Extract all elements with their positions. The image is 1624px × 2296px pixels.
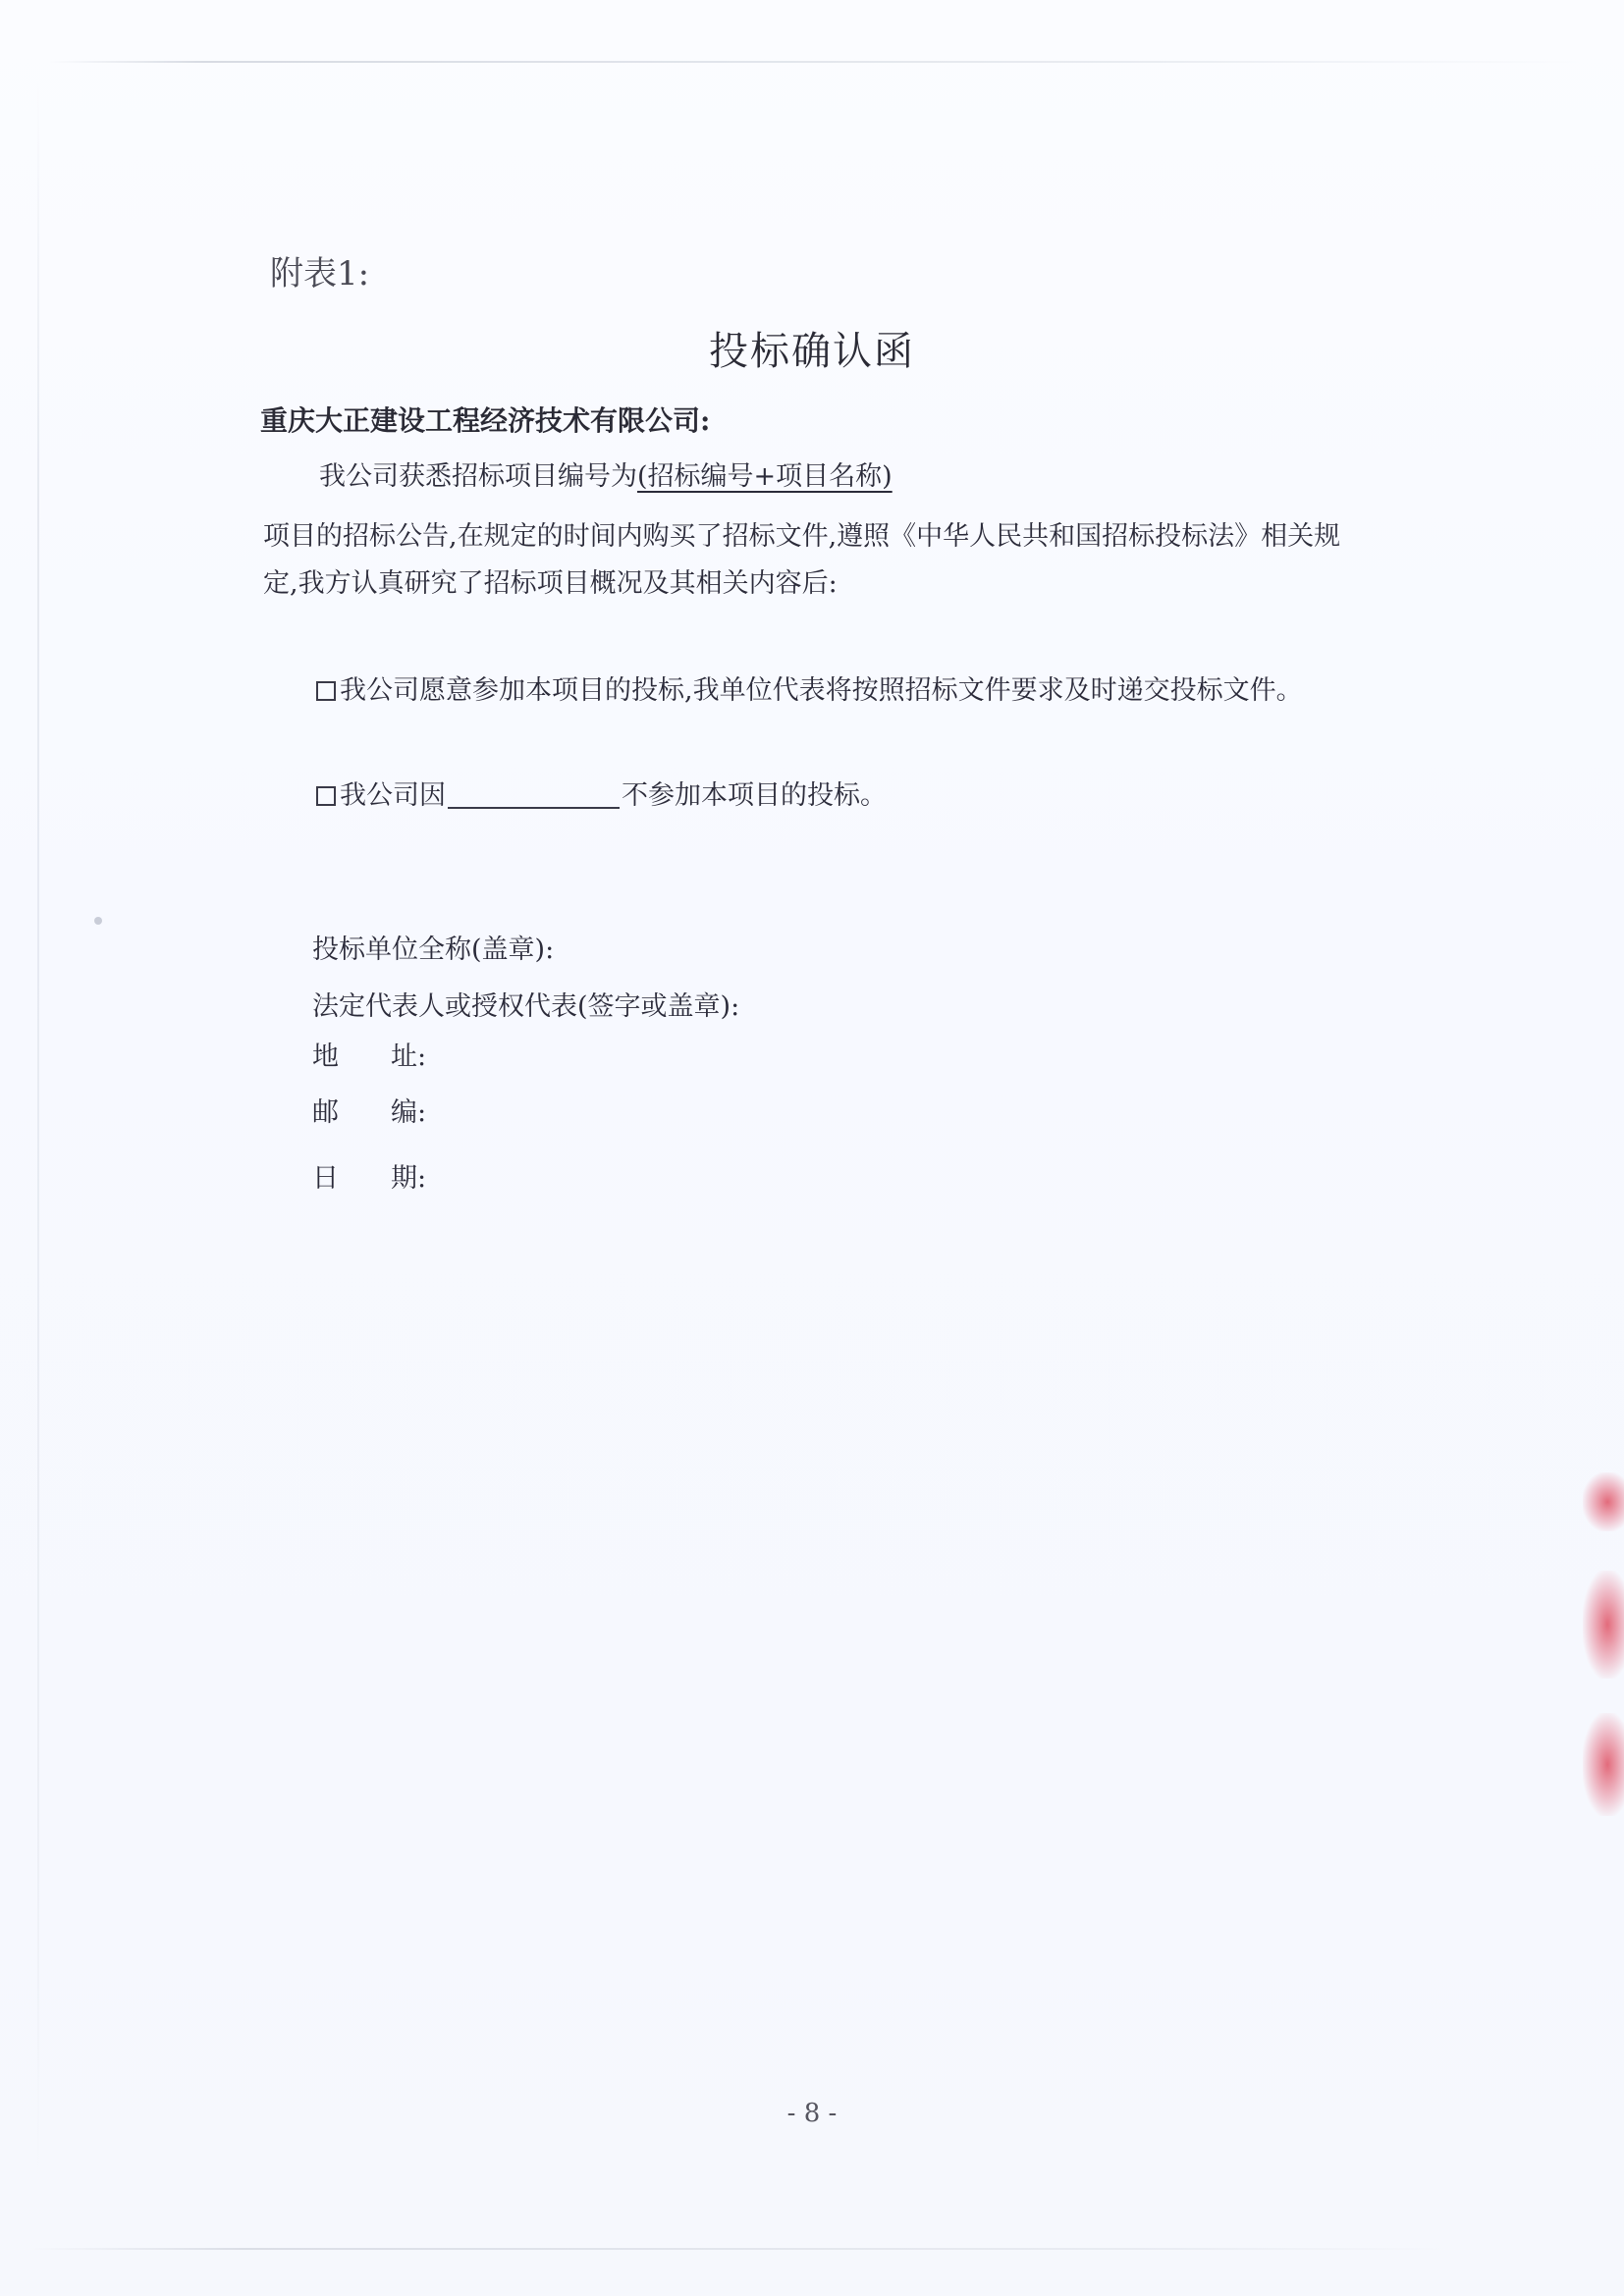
company-name-field: 投标单位全称(盖章): [312, 934, 555, 965]
paragraph-body-line1: 项目的招标公告,在规定的时间内购买了招标文件,遵照《中华人民共和国招标投标法》相关规 [263, 521, 1341, 552]
paragraph-intro-prefix: 我公司获悉招标项目编号为 [319, 461, 637, 492]
date-label-char2: 期: [391, 1163, 427, 1194]
paragraph-body-line2: 定,我方认真研究了招标项目概况及其相关内容后: [263, 568, 838, 599]
option-decline[interactable] [316, 782, 887, 809]
decline-checkbox[interactable] [316, 786, 336, 806]
option-participate[interactable] [316, 677, 1303, 704]
option-participate-label: 我公司愿意参加本项目的投标,我单位代表将按照招标文件要求及时递交投标文件。 [340, 675, 1303, 706]
postcode-label-char2: 编: [391, 1097, 427, 1128]
option-decline-suffix: 不参加本项目的投标。 [622, 780, 887, 811]
seal-fragment-bottom [1583, 1713, 1624, 1816]
postcode-label-char1: 邮 [312, 1097, 339, 1128]
address-label-char1: 地 [312, 1041, 339, 1072]
participate-checkbox[interactable] [316, 681, 336, 701]
project-placeholder: (招标编号+项目名称) [637, 461, 893, 492]
scan-edge-bottom [29, 2248, 1453, 2250]
page-number: - 8 - [786, 2099, 838, 2128]
seal-fragment-top [1583, 1472, 1624, 1531]
seal-fragment-middle [1583, 1571, 1624, 1679]
scan-edge-left [37, 79, 39, 2189]
paragraph-intro [319, 463, 910, 490]
scan-speck [94, 917, 102, 925]
postcode-field [312, 1099, 426, 1126]
address-label-char2: 址: [391, 1041, 427, 1072]
option-decline-prefix: 我公司因 [340, 780, 446, 811]
date-field [312, 1165, 426, 1192]
addressee: 重庆大正建设工程经济技术有限公司: [260, 404, 711, 437]
date-label-char1: 日 [312, 1163, 339, 1194]
scan-edge-top [49, 61, 1581, 63]
document-title: 投标确认函 [709, 329, 915, 374]
representative-field: 法定代表人或授权代表(签字或盖章): [312, 991, 740, 1022]
decline-reason-blank[interactable] [448, 783, 620, 809]
appendix-label: 附表1: [270, 254, 370, 294]
address-field [312, 1043, 426, 1070]
